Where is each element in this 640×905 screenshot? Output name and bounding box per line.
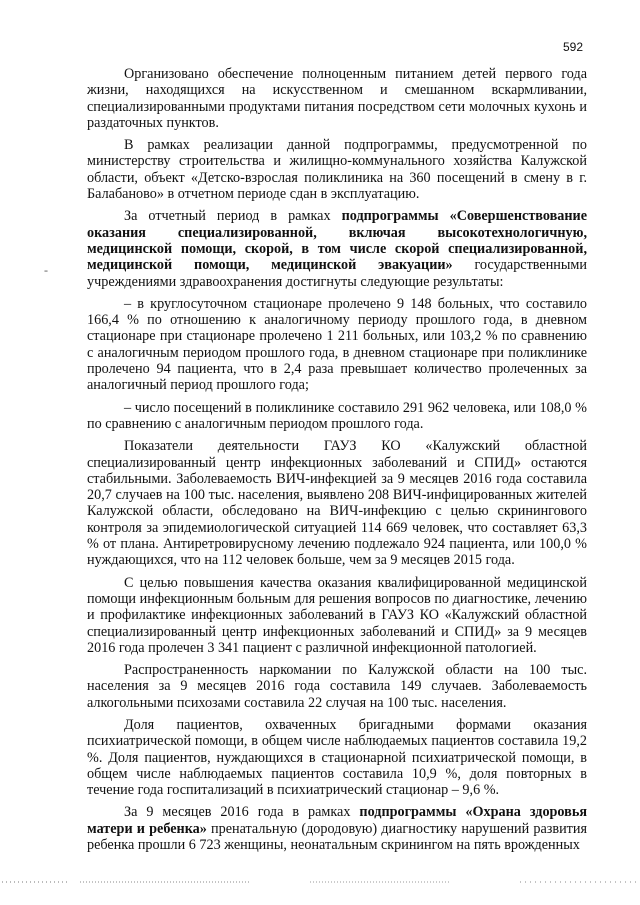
page-number: 592 <box>563 40 584 54</box>
paragraph-maternal-health <box>87 804 587 853</box>
paragraph-intro: За отчетный период в рамках <box>124 208 342 225</box>
paragraph-subprogram-specialized-care <box>87 208 587 289</box>
paragraph-hospital-results: – в круглосуточном стационаре пролечено 9 148 больных, что составило 166,4 % по отношению к аналогичному периоду прошлого года, в дневном стационаре при стационаре пролечено 1 211 больных, или 103,2 % по сравнению с аналогичным периодом прошлого года, в дневном стационаре при поликлинике пролечено 94 пациента, что в 2,4 раза превышает количество пролеченных за аналогичный период прошлого года; <box>87 295 587 394</box>
paragraph-narcomania: Распространенность наркомании по Калужской области на 100 тыс. населения за 9 месяцев 2016 года составила 149 случаев. Заболеваемость алкогольными психозами составила 22 случая на 100 тыс. населения. <box>87 662 587 711</box>
paragraph-infectious-care: С целью повышения качества оказания квалифицированной медицинской помощи инфекционным больным для решения вопросов по диагностике, лечению и профилактике инфекционных заболеваний в ГАУЗ КО «Калужский областной специализированный центр инфекционных заболеваний и СПИД» за 9 месяцев 2016 года пролечен 3 341 пациент с различной инфекционной патологией. <box>87 574 587 656</box>
paragraph-visits: – число посещений в поликлинике составило 291 962 человека, или 108,0 % по сравнению с аналогичным периодом прошлого года. <box>87 399 587 432</box>
paragraph-nutrition: Организовано обеспечение полноценным питанием детей первого года жизни, находящихся на искусственном и смешанном вскармливании, специализированными продуктами питания посредством сети молочных кухонь и раздаточных пунктов. <box>87 66 587 131</box>
paragraph-polyclinic-construction: В рамках реализации данной подпрограммы, предусмотренной по министерству строительства и жилищно-коммунального хозяйства Калужской области, объект «Детско-взрослая поликлиника на 360 посещений в смену в г. Балабаново» в отчетном периоде сдан в эксплуатацию. <box>87 137 587 203</box>
paragraph-psychiatric: Доля пациентов, охваченных бригадными формами оказания психиатрической помощи, в общем числе наблюдаемых пациентов составила 19,2 %. Доля пациентов, нуждающихся в стационарной психиатрической помощи, в общем числе наблюдаемых пациентов составила 10,9 %, доля повторных в течение года госпитализаций в психиатрический стационар – 9,6 %. <box>87 716 587 799</box>
paragraph-intro: За 9 месяцев 2016 года в рамках <box>124 804 360 821</box>
paragraph-tail: пренатальную (дородовую) диагностику нарушений развития ребенка прошли 6 723 женщины, неонатальным скринингом на пять врожденных <box>87 820 587 854</box>
paragraph-hiv-center: Показатели деятельности ГАУЗ КО «Калужский областной специализированный центр инфекционных заболеваний и СПИД» остаются стабильными. Заболеваемость ВИЧ-инфекцией за 9 месяцев 2016 года составила 20,7 случаев на 100 тыс. населения, выявлено 208 ВИЧ-инфицированных жителей Калужской области, обследовано на ВИЧ-инфекцию с целью скринингового контроля за эпидемиологической ситуацией 114 669 человек, что составляет 63,3 % от плана. Антиретровирусному лечению подлежало 924 пациента, или 100,0 % нуждающихся, что на 112 человек больше, чем за 9 месяцев 2015 года. <box>87 438 587 569</box>
scan-artifact-dots <box>0 879 640 885</box>
margin-mark: - <box>44 263 48 277</box>
subprogram-title: подпрограммы «Охрана здоровья матери и ребенка» <box>87 804 588 837</box>
subprogram-title: подпрограммы «Совершенствование оказания специализированной, включая высокотехнологичную, медицинской помощи, скорой, в том числе скорой специализированной, медицинской помощи, медицинской эвакуации» <box>87 208 587 274</box>
document-body <box>87 66 587 859</box>
paragraph-tail: государственными учреждениями здравоохранения достигнуты следующие результаты: <box>87 257 587 290</box>
